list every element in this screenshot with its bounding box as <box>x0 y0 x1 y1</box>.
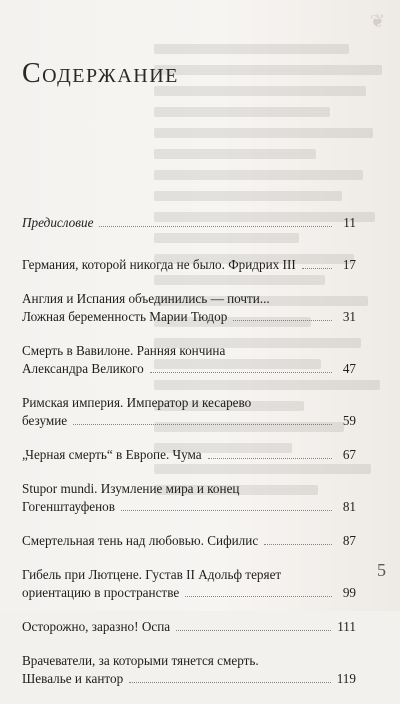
leader-dots <box>208 458 332 459</box>
toc-entry-title-line: Смерть в Вавилоне. Ранняя кончина <box>22 343 226 358</box>
toc-entry <box>22 342 356 378</box>
toc-entry <box>22 532 356 550</box>
leader-dots <box>121 510 332 511</box>
toc-entry <box>22 652 356 688</box>
leader-dots <box>302 268 332 269</box>
toc-entry <box>22 394 356 430</box>
toc-page-number: 47 <box>342 361 356 376</box>
toc-entry-title: ориентацию в пространстве <box>22 585 180 600</box>
toc-entry-title: Смертельная тень над любовью. Сифилис <box>22 533 259 548</box>
toc-entry-title: Александра Великого <box>22 361 144 376</box>
toc-entry <box>22 480 356 516</box>
toc-entry-title-line: Врачеватели, за которыми тянется смерть. <box>22 653 259 668</box>
toc-entry-title: „Черная смерть“ в Европе. Чума <box>22 447 202 462</box>
page-number: 5 <box>377 560 386 580</box>
toc-page-number: 119 <box>336 671 356 686</box>
toc-entry <box>22 446 356 464</box>
toc-entry-title: Шевалье и кантор <box>22 671 124 686</box>
leader-dots <box>73 424 332 425</box>
toc-entry-title-line: Римская империя. Император и кесарево <box>22 395 252 410</box>
toc-page-number: 17 <box>342 257 356 272</box>
toc-entry-title: безумие <box>22 413 68 428</box>
toc-page-number: 67 <box>342 447 356 462</box>
toc-entry <box>22 290 356 326</box>
toc-page-number: 111 <box>337 619 356 634</box>
toc-page-number: 81 <box>342 499 356 514</box>
toc-entry-title: Германия, которой никогда не было. Фридрих III <box>22 257 296 272</box>
toc-entry-title: Осторожно, заразно! Оспа <box>22 619 171 634</box>
toc-entry-title-line: Англия и Испания объединились — почти... <box>22 291 270 306</box>
toc-page-number: 31 <box>342 309 356 324</box>
leader-dots <box>185 596 332 597</box>
table-of-contents <box>22 214 356 704</box>
toc-entry <box>22 214 356 232</box>
leader-dots <box>99 226 332 227</box>
toc-entry <box>22 618 356 636</box>
toc-entry-title: Гогенштауфенов <box>22 499 116 514</box>
toc-entry <box>22 566 356 602</box>
ornament-icon: ❦ <box>370 11 386 31</box>
leader-dots <box>150 372 332 373</box>
toc-entry-title: Предисловие <box>22 215 94 230</box>
toc-page-number: 99 <box>342 585 356 600</box>
toc-page-number: 87 <box>342 533 356 548</box>
toc-page-number: 11 <box>343 215 356 230</box>
leader-dots <box>264 544 332 545</box>
toc-entry <box>22 256 356 274</box>
toc-page-number: 59 <box>342 413 356 428</box>
toc-entry-title-line: Гибель при Лютцене. Густав II Адольф теряет <box>22 567 282 582</box>
leader-dots <box>176 630 331 631</box>
toc-entry-title: Ложная беременность Марии Тюдор <box>22 309 228 324</box>
toc-entry-title-line: Stupor mundi. Изумление мира и конец <box>22 481 240 496</box>
page-title: Содержание <box>22 58 179 89</box>
leader-dots <box>129 682 331 683</box>
leader-dots <box>233 320 332 321</box>
